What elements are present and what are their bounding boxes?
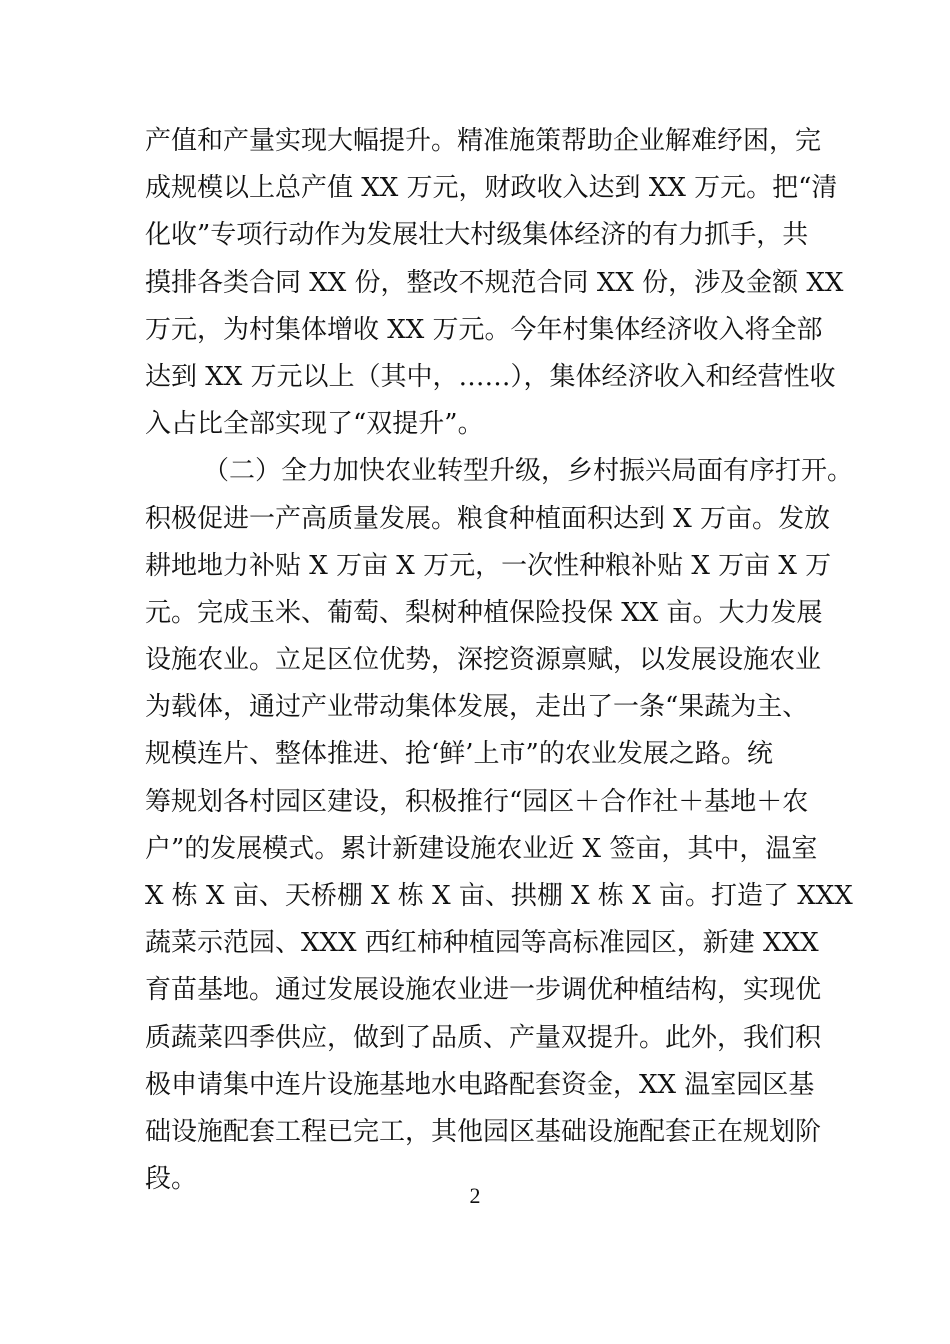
text-line: 万元，为村集体增收 XX 万元。今年村集体经济收入将全部	[145, 314, 823, 345]
text-line: 础设施配套工程已完工，其他园区基础设施配套正在规划阶	[145, 1116, 822, 1147]
text-line: 段。	[145, 1164, 198, 1195]
text-line: 成规模以上总产值 XX 万元，财政收入达到 XX 万元。把“清	[145, 173, 838, 204]
page-number: 2	[469, 1183, 481, 1208]
text-line: X 栋 X 亩、天桥棚 X 栋 X 亩、拱棚 X 栋 X 亩。打造了 XXX	[145, 881, 853, 911]
text-line: 化收”专项行动作为发展壮大村级集体经济的有力抓手，共	[145, 220, 809, 251]
text-line: 极申请集中连片设施基地水电路配套资金，XX 温室园区基	[145, 1069, 815, 1100]
text-line: 设施农业。立足区位优势，深挖资源禀赋，以发展设施农业	[145, 645, 822, 676]
text-line: 产值和产量实现大幅提升。精准施策帮助企业解难纾困，完	[145, 126, 822, 156]
section-heading-line: （二）全力加快农业转型升级，乡村振兴局面有序打开。	[203, 456, 854, 487]
text-line: 达到 XX 万元以上（其中，……），集体经济收入和经营性收	[145, 361, 836, 392]
text-line: 摸排各类合同 XX 份，整改不规范合同 XX 份，涉及金额 XX	[145, 267, 844, 298]
text-line: 育苗基地。通过发展设施农业进一步调优种植结构，实现优	[145, 975, 822, 1006]
text-line: 入占比全部实现了“双提升”。	[145, 409, 484, 440]
text-line: 为载体，通过产业带动集体发展，走出了一条“果蔬为主、	[145, 692, 809, 723]
text-line: 耕地地力补贴 X 万亩 X 万元，一次性种粮补贴 X 万亩 X 万	[145, 550, 832, 581]
text-line: 元。完成玉米、葡萄、梨树种植保险投保 XX 亩。大力发展	[145, 597, 823, 628]
text-line: 质蔬菜四季供应，做到了品质、产量双提升。此外，我们积	[145, 1022, 822, 1053]
text-line: 积极促进一产高质量发展。粮食种植面积达到 X 万亩。发放	[145, 503, 831, 534]
text-line: 规模连片、整体推进、抢‘鲜’上市”的农业发展之路。统	[145, 739, 773, 770]
text-line: 蔬菜示范园、XXX 西红柿种植园等高标准园区，新建 XXX	[145, 928, 819, 959]
text-line: 户”的发展模式。累计新建设施农业近 X 签亩，其中，温室	[145, 833, 818, 864]
body-text	[145, 118, 854, 1203]
text-line: 筹规划各村园区建设，积极推行“园区＋合作社＋基地＋农	[145, 786, 809, 817]
